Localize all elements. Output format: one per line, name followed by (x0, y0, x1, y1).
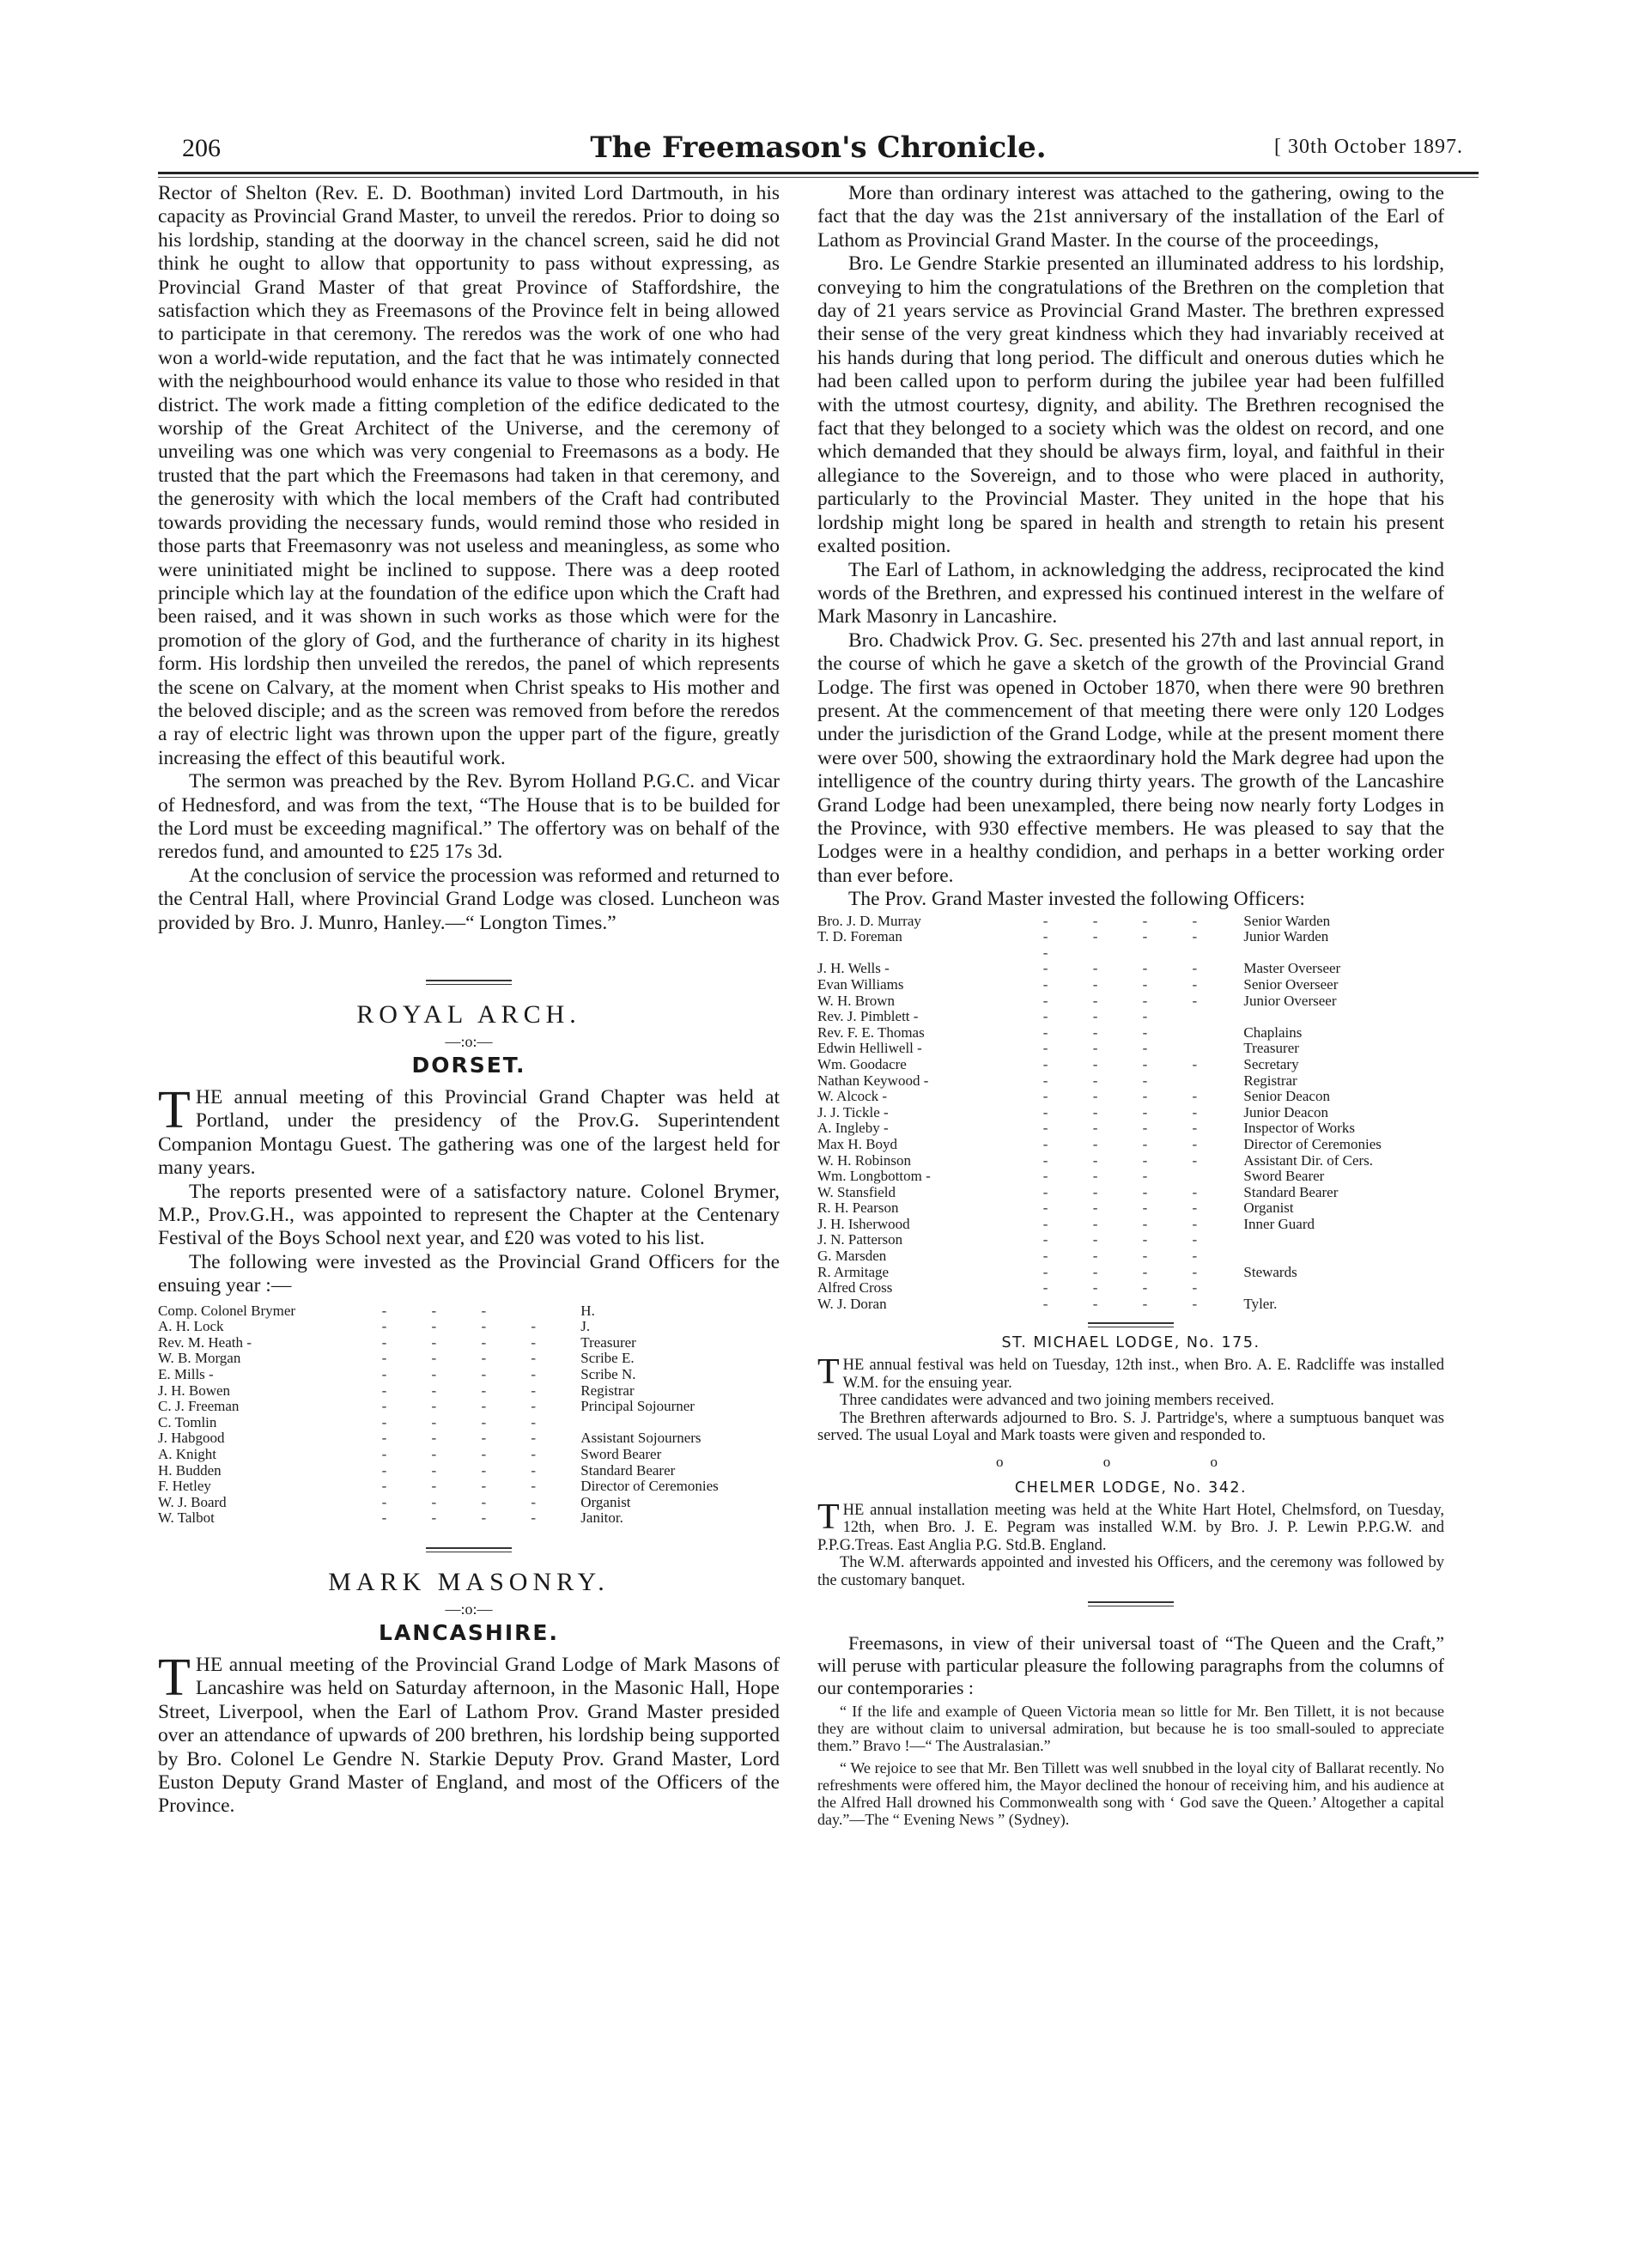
officer-office: Inner Guard (1243, 1215, 1315, 1232)
officer-row (817, 1265, 1444, 1281)
officer-row (158, 1351, 780, 1367)
officer-name: J. H. Wells - (817, 960, 890, 977)
officer-office: Scribe E. (580, 1350, 635, 1367)
ornament-divider: —:o:— (445, 1033, 493, 1050)
officer-row (817, 1297, 1444, 1313)
australasian-quote: “ If the life and example of Queen Victoria mean so little for Mr. Ben Tillett, it is not because they are without claim to universal admiration, but because he is too small-souled to appreciate them.” Bravo !—“ The Australasian.” (817, 1703, 1444, 1755)
officer-dots: - - - - (1042, 1055, 1218, 1072)
section-divider (1088, 1601, 1174, 1606)
drop-cap: T (158, 1648, 191, 1707)
officer-dots: - - - - (1042, 1199, 1218, 1217)
officer-row (817, 1169, 1444, 1185)
officer-name: Evan Williams (817, 975, 904, 993)
officer-office: Senior Deacon (1243, 1088, 1330, 1105)
officer-name: F. Hetley (158, 1478, 211, 1495)
shelton-reredos-paragraph: Rector of Shelton (Rev. E. D. Boothman) invited Lord Dartmouth, in his capacity as Provincial Grand Master, to unveil the reredos. Prior to doing so his lordship, standing at the doorway in the chancel screen, said he did not think he ought to allow that opportunity to pass without expressing, as Provincial Grand Master of that great Province of Staffordshire, the satisfaction which they as Freemasons of the Province felt in being allowed to participate in that ceremony. The reredos was the work of one who had won a world-wide reputation, and the fact that he was intimately connected with the neighbourhood would enhance its value to those who resided in that district. The work made a fitting completion of the edifice dedicated to the worship of the Great Architect of the Universe, and the ceremony of unveiling was one which was very congenial to Freemasons as a body. He trusted that the part which the Freemasons had taken in that ceremony, and the generosity with which the local members of the Craft had contributed towards providing the necessary funds, would remind those who resided in those parts that Freemasonry was not useless and meaningless, as some who were uninitiated might be inclined to suppose. There was a deep rooted principle which lay at the foundation of the edifice upon which the Craft had been raised, and it was shown in such works as those which were for the promotion of the glory of God, and the furtherance of charity in its highest form. His lordship then unveiled the reredos, the panel of which represents the scene on Calvary, at the moment when Christ speaks to His mother and the beloved disciple; and as the screen was removed from before the reredos a ray of electric light was thrown upon the upper part of the figure, greatly increasing the effect of this beautiful work. (158, 182, 780, 769)
st-michael-paragraph-1: HE annual festival was held on Tuesday, 12th inst., when Bro. A. E. Radcliffe was installed W.M. for the ensuing year. (842, 1357, 1444, 1392)
officer-name: G. Marsden (817, 1248, 887, 1265)
officer-office: Senior Warden (1243, 912, 1331, 929)
officer-dots: - - - - (1042, 1231, 1218, 1248)
toast-intro-paragraph: Freemasons, in view of their universal toast of “The Queen and the Craft,” will peruse with particular pleasure the following paragraphs from the columns of our contemporaries : (817, 1632, 1444, 1699)
dorset-officers-table (158, 1303, 780, 1527)
officer-name: H. Budden (158, 1461, 222, 1479)
officer-dots: - - - - (381, 1461, 557, 1479)
officer-office: Master Overseer (1243, 960, 1341, 977)
officer-row (817, 1232, 1444, 1248)
officer-name: Alfred Cross (817, 1279, 893, 1297)
officer-row (817, 1120, 1444, 1137)
officer-row (158, 1415, 780, 1431)
officer-dots: - - - (1042, 1040, 1169, 1057)
header-rule (158, 172, 1479, 174)
officer-dots: - - - (1042, 1072, 1169, 1089)
dorset-article (158, 1081, 780, 1298)
officer-name: J. H. Bowen (158, 1382, 231, 1399)
officer-office: Treasurer (1243, 1040, 1299, 1057)
officer-office: Scribe N. (580, 1366, 636, 1383)
officer-office (1243, 1232, 1444, 1248)
officer-dots: - - - - (1042, 960, 1218, 977)
officer-dots: - - - - (381, 1350, 557, 1367)
st-michael-article (817, 1352, 1444, 1445)
officer-dots: - - - (1042, 1023, 1169, 1041)
officer-dots: - - - - (381, 1398, 557, 1415)
officer-office: Director of Ceremonies (580, 1478, 719, 1495)
lancashire-article (158, 1648, 780, 1819)
officer-row (817, 1248, 1444, 1265)
right-column (817, 182, 1444, 1828)
officer-row (817, 977, 1444, 993)
officer-dots: - - - (1042, 1008, 1169, 1025)
officer-row (817, 1137, 1444, 1153)
officer-name: E. Mills - (158, 1366, 214, 1383)
officer-dots: - - - - (1042, 1103, 1218, 1120)
officer-dots: - - - - (381, 1413, 557, 1430)
officer-name: W. B. Morgan (158, 1350, 241, 1367)
royal-arch-heading: ROYAL ARCH. (356, 1000, 581, 1029)
officer-dots: - - - - (381, 1318, 557, 1335)
officer-name: W. H. Brown (817, 992, 896, 1009)
officer-dots: - - - (381, 1302, 507, 1319)
officer-office: Janitor. (580, 1509, 623, 1527)
officer-dots: - - - - (1042, 1088, 1218, 1105)
newspaper-title: The Freemason's Chronicle. (590, 131, 1047, 165)
officer-dots: - - - - - (1042, 928, 1218, 961)
anniversary-paragraph: More than ordinary interest was attached to the gathering, owing to the fact that the day was the 21st anniversary of the installation of the Earl of Lathom as Provincial Grand Master. In the course of the proceedings, (817, 182, 1444, 252)
officer-name: W. Stansfield (817, 1183, 896, 1200)
officer-row (158, 1447, 780, 1463)
officer-row (158, 1510, 780, 1527)
officer-dots: - - - - (1042, 1295, 1218, 1312)
officer-name: J. J. Tickle - (817, 1103, 889, 1120)
officer-dots: - - - - (381, 1430, 557, 1447)
officer-row (817, 1105, 1444, 1121)
officer-row (817, 1185, 1444, 1201)
officer-row (817, 1009, 1444, 1025)
officer-office: Sword Bearer (1243, 1168, 1325, 1185)
officer-name: C. Tomlin (158, 1413, 217, 1430)
drop-cap: T (817, 1497, 840, 1537)
officer-row (158, 1303, 780, 1320)
officer-dots: - - - - (1042, 912, 1218, 929)
officer-row (158, 1495, 780, 1511)
evening-news-quote: “ We rejoice to see that Mr. Ben Tillett was well snubbed in the loyal city of Ballarat recently. No refreshments were offered him, the Mayor declined the honour of receiving him, and his audience at the Alfred Hall drowned his Commonwealth song with ‘ God save the Queen.’ Altogether a capital day.”—The “ Evening News ” (Sydney). (817, 1759, 1444, 1829)
officer-name: Nathan Keywood - (817, 1072, 929, 1089)
officer-name: J. N. Patterson (817, 1231, 903, 1248)
officer-row (817, 1217, 1444, 1233)
officer-row (817, 961, 1444, 977)
left-column (158, 182, 780, 1819)
officer-office: Principal Sojourner (580, 1398, 695, 1415)
officers-intro-paragraph: The Prov. Grand Master invested the following Officers: (848, 888, 1305, 911)
officer-office: Director of Ceremonies (1243, 1135, 1382, 1152)
officer-row (817, 1200, 1444, 1217)
officer-row (158, 1383, 780, 1400)
officer-dots: - - - (1042, 1168, 1169, 1185)
officer-office: Chaplains (1243, 1023, 1303, 1041)
lancashire-subheading: LANCASHIRE. (379, 1619, 559, 1645)
officer-row (158, 1463, 780, 1479)
officer-name: W. J. Doran (817, 1295, 887, 1312)
officer-dots: - - - - (381, 1366, 557, 1383)
dorset-subheading: DORSET. (411, 1053, 526, 1078)
dorset-paragraph-2: The reports presented were of a satisfactory nature. Colonel Brymer, M.P., Prov.G.H., was appointed to represent the Chapter at the Centenary Festival of the Boys School next year, and £20 was voted to his list. (158, 1180, 780, 1250)
chelmer-paragraph-1: HE annual installation meeting was held at the White Hart Hotel, Chelmsford, on Tuesday, 12th, when Bro. J. E. Pegram was installed W.M. by Bro. J. P. Lewin P.P.G.W. and P.P.G.Treas. East Anglia P.G. Std.B. England. (817, 1501, 1444, 1554)
dorset-paragraph-3: The following were invested as the Provincial Grand Officers for the ensuing year :— (158, 1250, 780, 1297)
officer-office: Standard Bearer (1243, 1183, 1339, 1200)
officer-office: H. (580, 1302, 595, 1319)
officer-office: Senior Overseer (1243, 975, 1339, 993)
officer-name: Rev. M. Heath - (158, 1333, 252, 1351)
lancashire-paragraph-1: HE annual meeting of the Provincial Grand Lodge of Mark Masons of Lancashire was held on Saturday afternoon, in the Masonic Hall, Hope Street, Liverpool, when the Earl of Lathom Prov. Grand Master presided over an attendance of upwards of 200 brethren, his lordship being supported by Bro. Colonel Le Gendre N. Starkie Deputy Prov. Grand Master, Lord Euston Deputy Grand Master of England, and most of the Officers of the Province. (158, 1653, 780, 1818)
officer-row (817, 914, 1444, 930)
officer-dots: - - - - (381, 1509, 557, 1527)
issue-date: [ 30th October 1897. (1274, 136, 1463, 158)
officer-name: J. H. Isherwood (817, 1215, 910, 1232)
sermon-paragraph: The sermon was preached by the Rev. Byrom Holland P.G.C. and Vicar of Hednesford, and was from the text, “The House that is to be builded for the Lord must be exceeding magnifical.” The offertory was on behalf of the reredos fund, and amounted to £25 17s 3d. (158, 770, 780, 864)
officer-dots: - - - - (1042, 1151, 1218, 1169)
officer-name: Edwin Helliwell - (817, 1040, 922, 1057)
officer-dots: - - - - (1042, 1183, 1218, 1200)
page-header (158, 131, 1479, 168)
officer-office: Sword Bearer (580, 1446, 662, 1462)
officer-office (1243, 1280, 1444, 1297)
officer-office: Junior Warden (1243, 928, 1329, 945)
officer-name: J. Habgood (158, 1430, 225, 1447)
officer-dots: - - - - (1042, 1120, 1218, 1137)
officer-name: Comp. Colonel Brymer (158, 1302, 296, 1319)
officer-row (158, 1399, 780, 1415)
officer-dots: - - - - (381, 1333, 557, 1351)
officer-row (817, 993, 1444, 1010)
officer-name: W. H. Robinson (817, 1151, 911, 1169)
officer-office: Junior Overseer (1243, 992, 1337, 1009)
officer-dots: - - - - (1042, 1279, 1218, 1297)
conclusion-paragraph: At the conclusion of service the procession was reformed and returned to the Central Hall, where Provincial Grand Lodge was closed. Luncheon was provided by Bro. J. Munro, Hanley.—“ Longton Times.” (158, 864, 780, 934)
officer-row (158, 1319, 780, 1335)
officer-office: Treasurer (580, 1333, 636, 1351)
officer-name: Wm. Goodacre (817, 1055, 907, 1072)
officer-dots: - - - - (381, 1446, 557, 1462)
officer-dots: - - - - (1042, 1248, 1218, 1265)
officer-name: Max H. Boyd (817, 1135, 898, 1152)
chelmer-article (817, 1497, 1444, 1590)
officer-office: Inspector of Works (1243, 1120, 1355, 1137)
officer-name: Rev. F. E. Thomas (817, 1023, 925, 1041)
officer-name: Rev. J. Pimblett - (817, 1008, 919, 1025)
officer-office (1243, 1009, 1444, 1025)
page-number: 206 (182, 134, 221, 162)
header-rule-thin (158, 177, 1479, 178)
officer-office: Junior Deacon (1243, 1103, 1329, 1120)
officer-row (158, 1479, 780, 1495)
st-michael-heading: ST. MICHAEL LODGE, No. 175. (1001, 1334, 1260, 1352)
section-divider (426, 980, 512, 985)
officer-office: Secretary (1243, 1055, 1299, 1072)
officer-name: W. Alcock - (817, 1088, 888, 1105)
drop-cap: T (817, 1352, 840, 1393)
officer-office: J. (580, 1318, 591, 1335)
officer-dots: - - - - (1042, 1263, 1218, 1280)
annual-report-paragraph: Bro. Chadwick Prov. G. Sec. presented his 27th and last annual report, in the course of which he gave a sketch of the growth of the Provincial Grand Lodge. The first was opened in October 1870, when there were 90 brethren present. At the commencement of that meeting there were only 120 Lodges under the jurisdiction of the Grand Lodge, while at the present moment there were over 500, showing the extraordinary hold the Mark degree had upon the intelligence of the country during thirty years. The growth of the Lancashire Grand Lodge had been unexampled, there being now nearly forty Lodges in the Province, with 930 effective members. He was pleased to say that the Lodges were in a healthy condidion, and perhaps in a better working order than ever before. (817, 629, 1444, 887)
officer-name: Wm. Longbottom - (817, 1168, 931, 1185)
officer-name: Bro. J. D. Murray (817, 912, 921, 929)
officer-office: Assistant Sojourners (580, 1430, 701, 1447)
officer-row (817, 1280, 1444, 1297)
officer-office: Registrar (580, 1382, 635, 1399)
earl-reply-paragraph: The Earl of Lathom, in acknowledging the address, reciprocated the kind words of the Brethren, and expressed his continued interest in the welfare of Mark Masonry in Lancashire. (817, 558, 1444, 629)
chelmer-paragraph-2: The W.M. afterwards appointed and invested his Officers, and the ceremony was followed by the customary banquet. (817, 1554, 1444, 1589)
drop-cap: T (158, 1081, 191, 1139)
officer-row (817, 929, 1444, 961)
st-michael-paragraph-3: The Brethren afterwards adjourned to Bro. S. J. Partridge's, where a sumptuous banquet was served. The usual Loyal and Mark toasts were given and responded to. (817, 1409, 1444, 1445)
officer-name: A. Ingleby - (817, 1120, 889, 1137)
section-divider (426, 1547, 512, 1552)
officer-name: A. H. Lock (158, 1318, 224, 1335)
officer-row (817, 1153, 1444, 1169)
dorset-paragraph-1: HE annual meeting of this Provincial Grand Chapter was held at Portland, under the presidency of the Prov.G. Superintendent Companion Montagu Guest. The gathering was one of the largest held for many years. (158, 1086, 780, 1180)
officer-row (817, 1073, 1444, 1090)
ornament-ooo: o o o (996, 1453, 1266, 1470)
address-paragraph: Bro. Le Gendre Starkie presented an illuminated address to his lordship, conveying to him the congratulations of the Brethren on the completion that day of 21 years service as Provincial Grand Master. The brethren expressed their sense of the very great kindness which they had invariably received at his hands during that long period. The difficult and onerous duties which he had been called upon to perform during the jubilee year had been fulfilled with the utmost courtesy, dignity, and ability. The Brethren recognised the fact that they belonged to a society which was the oldest on record, and one which demanded that they should be always firm, loyal, and faithful in their allegiance to the Sovereign, and to those who were placed in authority, particularly to the Provincial Master. They united in the hope that his lordship might long be spared in health and strength to retain his present exalted position. (817, 252, 1444, 558)
officer-dots: - - - - (381, 1478, 557, 1495)
officer-name: A. Knight (158, 1446, 216, 1462)
officer-row (817, 1025, 1444, 1042)
officer-office: Registrar (1243, 1072, 1297, 1089)
officer-dots: - - - - (1042, 975, 1218, 993)
officer-dots: - - - - (1042, 992, 1218, 1009)
chelmer-heading: CHELMER LODGE, No. 342. (1014, 1479, 1248, 1497)
officer-office: Standard Bearer (580, 1461, 676, 1479)
lancashire-officers-table (817, 914, 1444, 1313)
officer-row (158, 1367, 780, 1383)
officer-dots: - - - - (1042, 1215, 1218, 1232)
officer-name: T. D. Foreman (817, 928, 902, 945)
ornament-divider: —:o:— (445, 1600, 493, 1618)
officer-office: Tyler. (1243, 1295, 1278, 1312)
officer-name: C. J. Freeman (158, 1398, 240, 1415)
officer-office: Assistant Dir. of Cers. (1243, 1151, 1374, 1169)
officer-dots: - - - - (1042, 1135, 1218, 1152)
officer-name: R. Armitage (817, 1263, 890, 1280)
officer-office: Organist (580, 1493, 631, 1510)
officer-row (158, 1430, 780, 1447)
officer-name: R. H. Pearson (817, 1199, 899, 1217)
officer-dots: - - - - (381, 1382, 557, 1399)
officer-office (580, 1415, 780, 1431)
officer-name: W. Talbot (158, 1509, 215, 1527)
officer-row (817, 1089, 1444, 1105)
st-michael-paragraph-2: Three candidates were advanced and two joining members received. (840, 1392, 1274, 1410)
officer-office (1243, 1248, 1444, 1265)
officer-row (817, 1041, 1444, 1057)
officer-office: Organist (1243, 1199, 1294, 1217)
officer-row (158, 1335, 780, 1351)
section-divider (1088, 1322, 1174, 1327)
officer-office: Stewards (1243, 1263, 1297, 1280)
officer-row (817, 1057, 1444, 1073)
officer-name: W. J. Board (158, 1493, 227, 1510)
officer-dots: - - - - (381, 1493, 557, 1510)
mark-masonry-heading: MARK MASONRY. (328, 1567, 610, 1596)
